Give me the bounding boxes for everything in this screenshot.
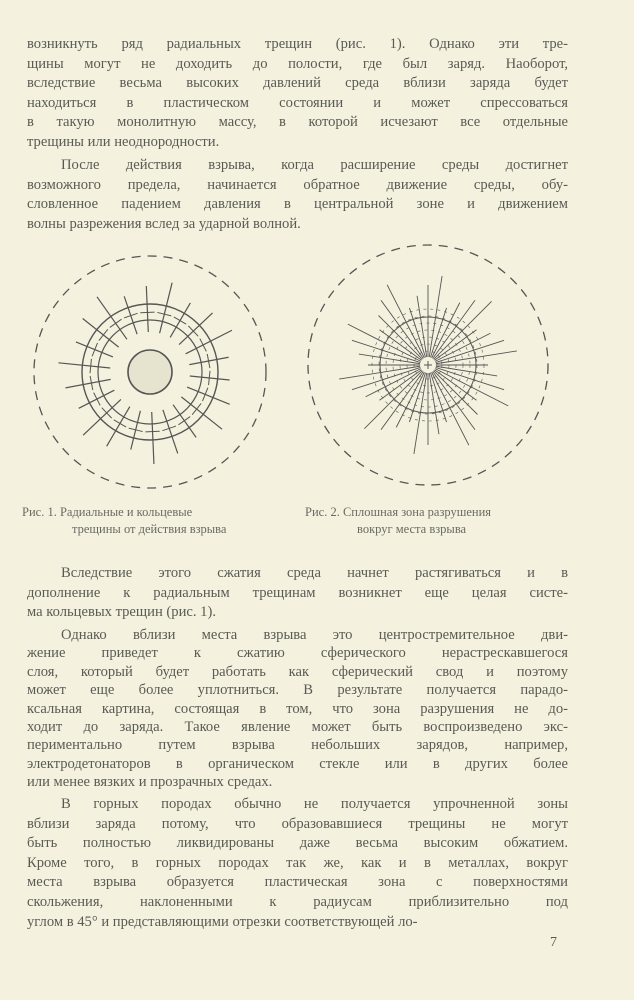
- paragraph-3: [27, 564, 568, 623]
- text-line: волны разрежения вслед за ударной волной.: [27, 215, 301, 232]
- ring-crack-segment: [140, 312, 154, 313]
- text-line: Кроме того, в горных породах так же, как и в металлах, вокруг: [27, 854, 568, 871]
- text-line: В горных породах обычно не получается упрочненной зоны: [61, 796, 568, 812]
- text-line: ма кольцевых трещин (рис. 1).: [27, 604, 216, 621]
- paragraph-1: [27, 35, 568, 153]
- radial-crack: [381, 300, 423, 358]
- radial-crack: [160, 283, 173, 333]
- radial-crack: [429, 373, 439, 434]
- radial-crack: [146, 286, 148, 332]
- radial-crack: [436, 366, 497, 376]
- radial-crack: [433, 300, 475, 358]
- ring-crack-segment: [200, 339, 207, 352]
- radial-crack: [187, 387, 230, 404]
- paragraph-5: [27, 795, 568, 932]
- text-line: возникнуть ряд радиальных трещин (рис. 1). Однако эти тре-: [27, 36, 568, 52]
- ring-crack-segment: [145, 431, 159, 432]
- radial-crack: [179, 313, 212, 345]
- text-line: или менее вязких и прозрачных средах.: [27, 774, 273, 791]
- radial-crack: [152, 412, 154, 464]
- text-line: Вследствие этого сжатия среда начнет растягиваться и в: [61, 565, 568, 581]
- text-line: дополнение к радиальным трещинам возникнет еще целая систе-: [27, 584, 568, 601]
- text-line: ксальная картина, состоящая в том, что зона разрушения не до-: [27, 700, 568, 717]
- radial-crack: [364, 371, 422, 429]
- paragraph-2: [27, 156, 568, 234]
- text-line: вследствие весьма высоких давлений среда вблизи заряда будет: [27, 75, 568, 92]
- ring-crack-segment: [99, 329, 108, 340]
- figure-1-caption-line1: Рис. 1. Радиальные и кольцевые: [22, 505, 193, 519]
- ring-crack-segment: [90, 359, 91, 373]
- text-line: щины могут не доходить до полости, где был заряд. Наоборот,: [27, 55, 568, 72]
- figure-2-caption-line1: Рис. 2. Сплошная зона разрушения: [305, 505, 492, 519]
- radial-crack: [339, 366, 420, 379]
- text-line: Однако вблизи места взрыва это центростремительное дви-: [61, 627, 568, 643]
- text-line: словленное падением давления в центральной зоне и движением: [27, 196, 568, 213]
- text-line: периментально путем взрыва небольших зарядов, например,: [27, 737, 568, 754]
- ring-crack-segment: [202, 388, 207, 401]
- radial-crack: [436, 351, 517, 364]
- ring-crack-segment: [92, 343, 97, 356]
- radial-crack: [381, 371, 423, 429]
- text-line: в такую монолитную массу, в которой исчезают все отдельные: [27, 114, 568, 131]
- text-line: находиться в пластическом состоянии и может спрессоваться: [27, 94, 568, 111]
- radial-crack: [163, 410, 178, 454]
- charge-cavity: [128, 350, 172, 394]
- figure-1-radial-ring-cracks: [20, 242, 280, 502]
- radial-crack: [58, 363, 110, 368]
- text-line: возможного предела, начинается обратное движение среды, обу-: [27, 176, 568, 193]
- text-line: После действия взрыва, когда расширение среды достигнет: [61, 157, 568, 173]
- text-line: места взрыва образуется пластическая зона с поверхностями: [27, 874, 568, 891]
- radial-crack: [379, 316, 423, 360]
- ring-crack-segment: [174, 317, 186, 324]
- ring-crack-segment: [209, 371, 210, 385]
- text-line: электродетонаторов в органическом стекле или в других более: [27, 755, 568, 772]
- paragraph-4: [27, 626, 568, 792]
- text-line: трещины или неоднородности.: [27, 133, 220, 150]
- radial-crack: [434, 371, 478, 415]
- figure-2-caption: [305, 504, 575, 538]
- text-line: жение приведет к сжатию сферического нерастрескавшегося: [27, 645, 568, 662]
- ring-crack-segment: [114, 420, 126, 427]
- radial-crack: [433, 371, 475, 429]
- ring-crack-segment: [192, 403, 201, 414]
- figure-2-solid-destruction-zone: [298, 235, 558, 495]
- radial-crack: [359, 354, 420, 364]
- ring-crack-segment: [94, 393, 101, 406]
- figure-2-caption-line2: вокруг места взрыва: [357, 522, 467, 536]
- page-number: 7: [550, 935, 557, 950]
- text-line: скольжения, наклоненными к радиусам приблизительно под: [27, 893, 568, 910]
- ring-crack-segment: [178, 417, 190, 425]
- text-line: слоя, который будет работать как сферический свод и поэтому: [27, 663, 568, 680]
- ring-crack-segment: [110, 319, 122, 327]
- text-line: вблизи заряда потому, что образовавшиеся трещины не могут: [27, 815, 568, 832]
- figure-1-caption: [22, 504, 292, 538]
- text-line: может еще более уплотниться. В результате получается парадо-: [27, 682, 568, 699]
- text-line: быть полностью ликвидированы даже весьма высоким обжатием.: [27, 835, 568, 852]
- radial-crack: [65, 379, 110, 387]
- text-line: углом в 45° и представляющими отрезки соответствующей ло-: [27, 913, 418, 930]
- radial-crack: [417, 296, 427, 357]
- figure-1-caption-line2: трещины от действия взрыва: [72, 522, 227, 536]
- text-line: ходит до заряда. Такое явление может быть воспроизведено экс-: [27, 719, 568, 736]
